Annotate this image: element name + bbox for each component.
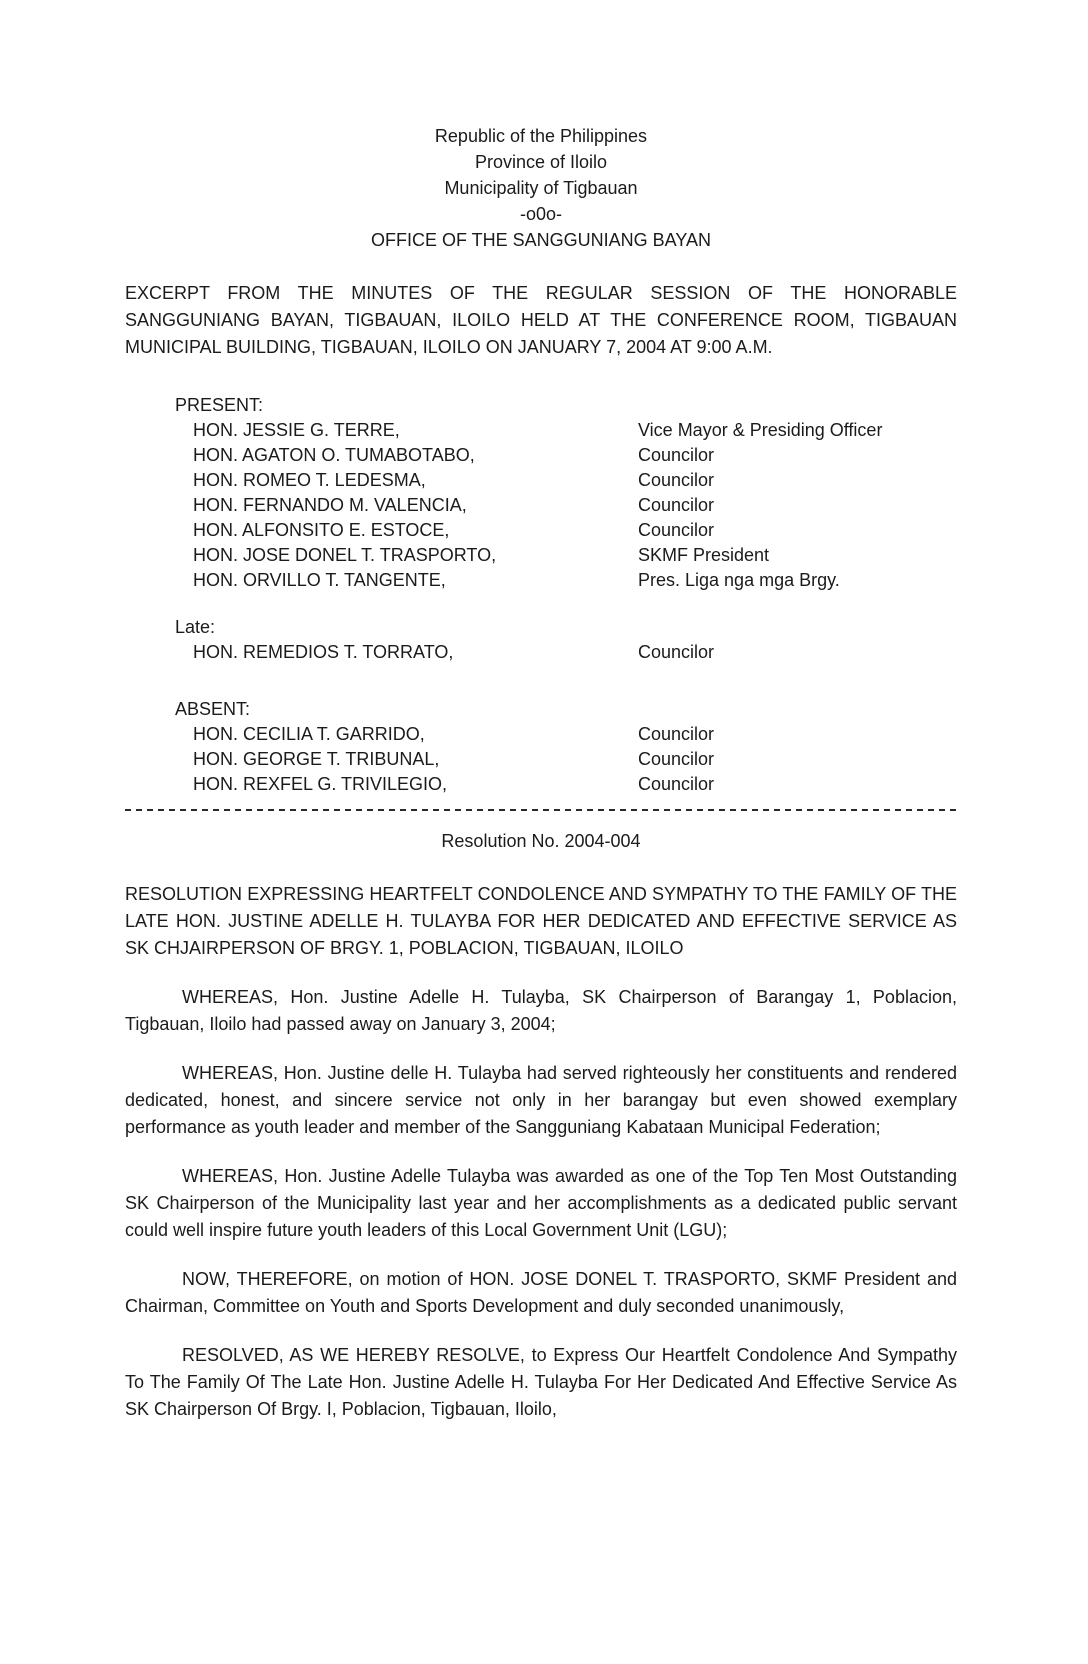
dashed-separator [125,809,957,811]
attendee-role: Councilor [638,642,715,662]
header-country-line: Republic of the Philippines [434,126,648,146]
header-office-line: OFFICE OF THE SANGGUNIANG BAYAN [370,230,712,250]
paragraph-now-therefore: NOW, THEREFORE, on motion of HON. JOSE DONEL T. TRASPORTO, SKMF President and Chairman, Committee on Youth and Sports Development and duly seconded unanimously, [125,1269,957,1316]
attendee-row [125,568,957,593]
attendee-row [125,493,957,518]
attendee-name: HON. GEORGE T. TRIBUNAL, [193,749,440,769]
attendee-row [125,543,957,568]
paragraph-whereas-2: WHEREAS, Hon. Justine delle H. Tulayba had served righteously her constituents and rendered dedicated, honest, and sincere service not only in her barangay but even showed exemplary performance as youth leader and member of the Sangguniang Kabataan Municipal Federation; [125,1063,957,1137]
attendee-name: HON. AGATON O. TUMABOTABO, [193,445,475,465]
attendee-role: Councilor [638,724,715,744]
attendee-role: SKMF President [638,545,770,565]
late-block [125,615,957,665]
attendee-role: Vice Mayor & Presiding Officer [638,420,883,440]
attendee-role: Councilor [638,520,715,540]
attendee-role: Councilor [638,774,715,794]
paragraph-whereas-1: WHEREAS, Hon. Justine Adelle H. Tulayba, SK Chairperson of Barangay 1, Poblacion, Tigbauan, Iloilo had passed away on January 3, 2004; [125,987,957,1034]
attendee-name: HON. REMEDIOS T. TORRATO, [193,642,454,662]
attendee-row [125,747,957,772]
resolution-number: Resolution No. 2004-004 [441,831,641,851]
attendee-row [125,518,957,543]
attendee-name: HON. REXFEL G. TRIVILEGIO, [193,774,448,794]
attendee-role: Councilor [638,495,715,515]
attendee-role: Councilor [638,445,715,465]
attendee-row [125,443,957,468]
attendee-row [125,640,957,665]
header-province-line: Province of Iloilo [474,152,608,172]
attendee-name: HON. ORVILLO T. TANGENTE, [193,570,446,590]
attendee-name: HON. JOSE DONEL T. TRASPORTO, [193,545,497,565]
header-municipality-line: Municipality of Tigbauan [444,178,638,198]
attendee-row [125,468,957,493]
paragraph-whereas-3: WHEREAS, Hon. Justine Adelle Tulayba was awarded as one of the Top Ten Most Outstanding SK Chairperson of the Municipality last year and her accomplishments as a dedicated public servant could well inspire future youth leaders of this Local Government Unit (LGU); [125,1166,957,1240]
document-header [125,123,957,253]
excerpt-paragraph: EXCERPT FROM THE MINUTES OF THE REGULAR SESSION OF THE HONORABLE SANGGUNIANG BAYAN, TIGBAUAN, ILOILO HELD AT THE CONFERENCE ROOM, TIGBAUAN MUNICIPAL BUILDING, TIGBAUAN, ILOILO ON JANUARY 7, 2004 AT 9:00 A.M. [125,283,957,357]
present-block [125,393,957,593]
attendee-role: Councilor [638,749,715,769]
attendee-name: HON. JESSIE G. TERRE, [193,420,400,440]
resolution-title: RESOLUTION EXPRESSING HEARTFELT CONDOLENCE AND SYMPATHY TO THE FAMILY OF THE LATE HON. JUSTINE ADELLE H. TULAYBA FOR HER DEDICATED AND EFFECTIVE SERVICE AS SK CHJAIRPERSON OF BRGY. 1, POBLACION, TIGBAUAN, ILOILO [125,884,957,958]
attendee-name: HON. CECILIA T. GARRIDO, [193,724,425,744]
attendee-role: Pres. Liga nga mga Brgy. [638,570,840,590]
header-ornament-line: -o0o- [519,204,563,224]
attendee-name: HON. FERNANDO M. VALENCIA, [193,495,467,515]
attendance-section [125,393,957,797]
attendee-row [125,418,957,443]
present-label: PRESENT: [175,395,264,415]
absent-label: ABSENT: [175,699,251,719]
attendee-name: HON. ALFONSITO E. ESTOCE, [193,520,450,540]
paragraph-resolved: RESOLVED, AS WE HEREBY RESOLVE, to Express Our Heartfelt Condolence And Sympathy To The Family Of The Late Hon. Justine Adelle H. Tulayba For Her Dedicated And Effective Service As SK Chairperson Of Brgy. I, Poblacion, Tigbauan, Iloilo, [125,1345,957,1419]
attendee-name: HON. ROMEO T. LEDESMA, [193,470,426,490]
attendee-role: Councilor [638,470,715,490]
late-label: Late: [175,617,216,637]
attendee-row [125,772,957,797]
absent-block [125,697,957,797]
attendee-row [125,722,957,747]
